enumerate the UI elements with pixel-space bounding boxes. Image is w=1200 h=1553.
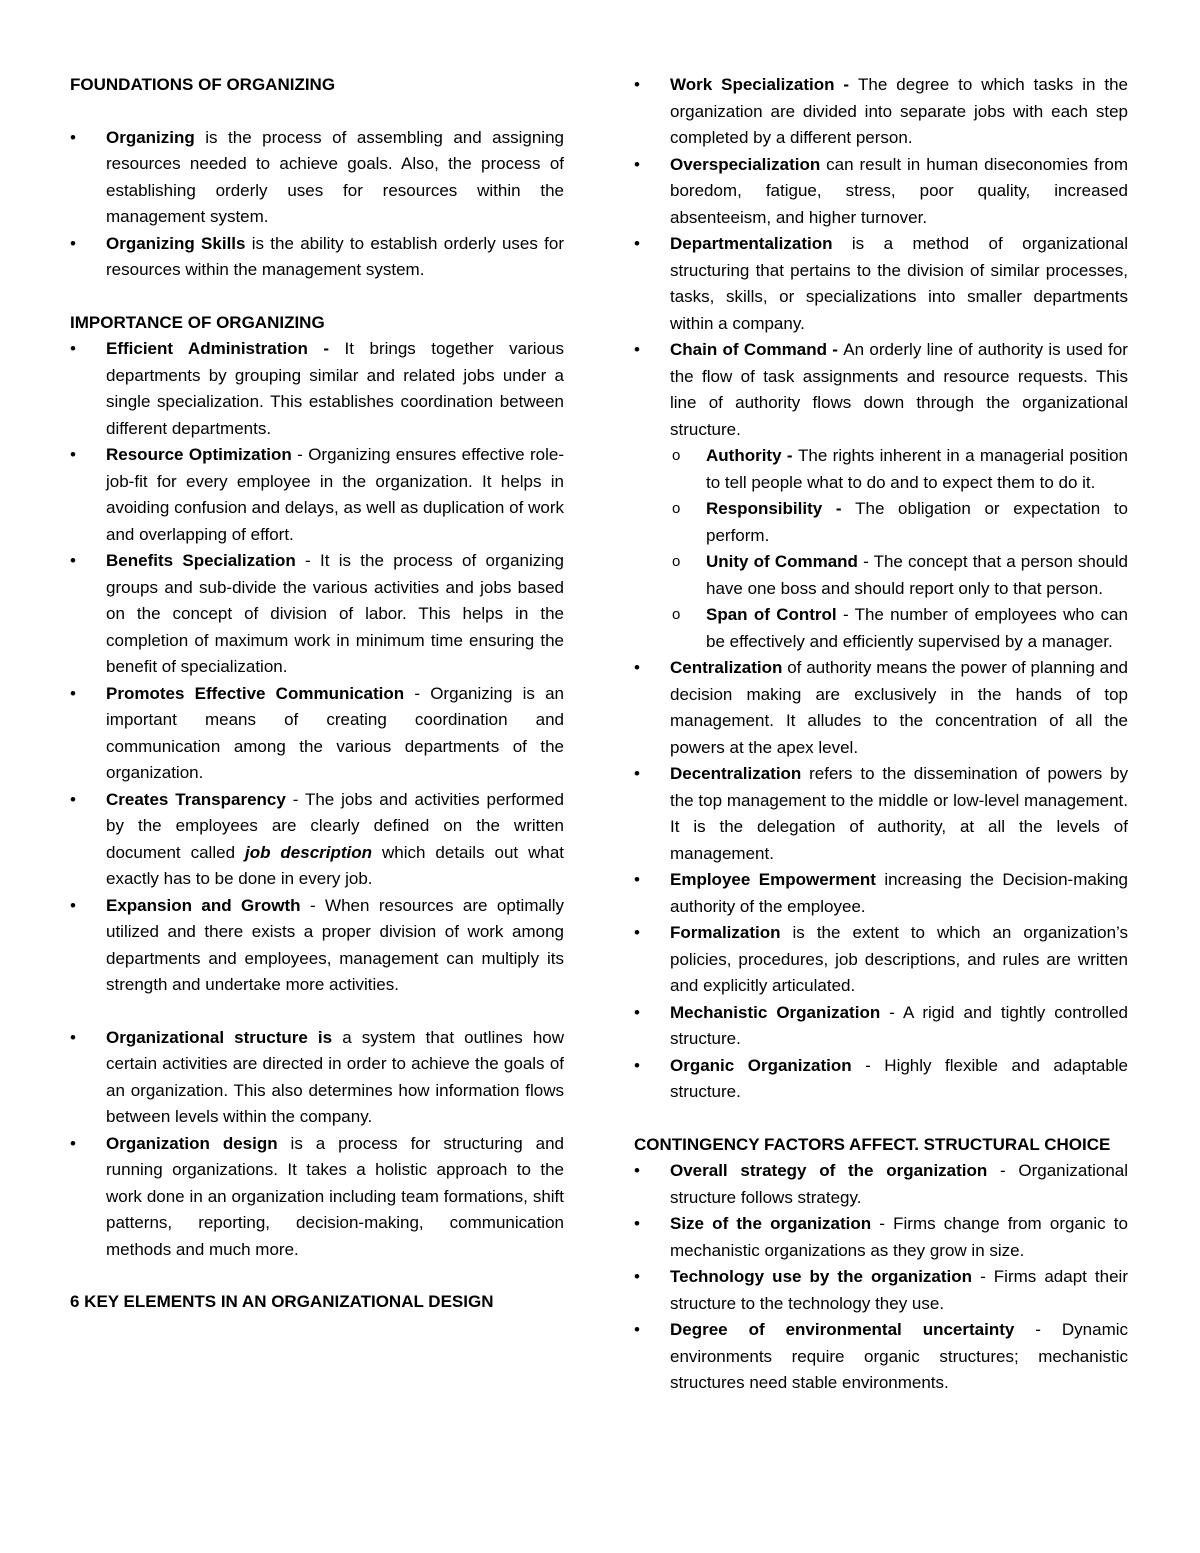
term: Overall strategy of the organization <box>670 1161 988 1180</box>
term: Chain of Command - <box>670 340 844 359</box>
definition: is the ability to establish orderly uses for resources within the management system. <box>106 233 564 279</box>
definition: of authority means the power of planning and decision making are exclusively in the hands of top management. It alludes to the concentration of all the powers at the apex level. <box>670 658 1128 757</box>
definition: - Organizing is an important means of creating coordination and communication among the various departments of the organization. <box>106 683 564 782</box>
definition: - Firms change from organic to mechanistic organizations as they grow in size. <box>670 1214 1128 1260</box>
list-item <box>634 1317 1128 1397</box>
contingency-list <box>634 1158 1128 1397</box>
definition: - Dynamic environments require organic structures; mechanistic structures need stable environments. <box>670 1320 1129 1392</box>
term: Benefits Specialization <box>106 551 296 570</box>
term: Departmentalization <box>670 234 833 253</box>
term: Responsibility - <box>706 499 856 518</box>
list-item <box>70 1131 564 1264</box>
term: Mechanistic Organization <box>670 1002 881 1022</box>
definition: The degree to which tasks in the organization are divided into separate jobs with each step completed by a different person. <box>670 75 1129 147</box>
term: Organizing Skills <box>106 233 246 253</box>
term: Span of Control <box>706 605 837 624</box>
term: Employee Empowerment <box>670 870 876 889</box>
definition: - When resources are optimally utilized and there exists a proper division of work among departments and employees, management can multiply its strength and undertake more activities. <box>106 895 565 994</box>
definition: - A rigid and tightly controlled structure. <box>670 1002 1128 1048</box>
heading-contingency: CONTINGENCY FACTORS AFFECT. STRUCTURAL CHOICE <box>634 1134 1111 1154</box>
term: Promotes Effective Communication <box>106 683 405 703</box>
sub-list-item <box>670 496 1128 549</box>
term: Decentralization <box>670 764 802 783</box>
heading-foundations: FOUNDATIONS OF ORGANIZING <box>70 75 336 94</box>
term: Authority - <box>706 446 798 465</box>
definition: increasing the Decision-making authority of the employee. <box>670 870 1128 916</box>
definition: - The concept that a person should have one boss and should report only to that person. <box>706 552 1129 598</box>
term: Technology use by the organization <box>670 1267 973 1286</box>
list-item <box>70 231 564 284</box>
list-item <box>70 893 564 999</box>
list-item <box>634 1158 1128 1211</box>
definition: An orderly line of authority is used for the flow of task assignments and resource requests. This line of authority flows down through the organizational structure. <box>670 340 1128 439</box>
list-item <box>70 681 564 787</box>
elements-list <box>634 72 1128 1106</box>
heading-importance: IMPORTANCE OF ORGANIZING <box>70 312 325 332</box>
definition: - Highly flexible and adaptable structure. <box>670 1055 1129 1101</box>
heading-key-elements: 6 KEY ELEMENTS IN AN ORGANIZATIONAL DESIGN <box>70 1292 494 1311</box>
term: Expansion and Growth <box>106 895 301 915</box>
foundations-list <box>70 125 564 284</box>
list-item <box>634 920 1128 1000</box>
term: Creates Transparency <box>106 789 286 809</box>
list-item <box>634 1211 1128 1264</box>
list-item <box>634 867 1128 920</box>
term: Unity of Command <box>706 552 858 571</box>
list-item <box>634 761 1128 867</box>
list-item <box>70 125 564 231</box>
term: Organizing <box>106 127 195 147</box>
list-item <box>634 231 1128 337</box>
definition: can result in human diseconomies from boredom, fatigue, stress, poor quality, increased absenteeism, and higher turnover. <box>670 154 1128 227</box>
definition: - It is the process of organizing groups and sub-divide the various activities and jobs based on the concept of division of labor. This helps in the completion of maximum work in minimum time ensuring the benefit of specialization. <box>106 551 564 676</box>
term: Resource Optimization <box>106 445 292 464</box>
sub-list-item <box>670 549 1128 602</box>
list-item <box>70 1025 564 1131</box>
term: Organic Organization <box>670 1055 852 1075</box>
list-item <box>634 152 1128 232</box>
definition: is a process for structuring and running organizations. It takes a holistic approach to the work done in an organization including team formations, shift patterns, reporting, decision-making, communication methods and much more. <box>106 1133 564 1259</box>
list-item <box>634 1053 1128 1106</box>
term: Degree of environmental uncertainty <box>670 1320 1015 1339</box>
term: Formalization <box>670 923 781 942</box>
definition: - Organizational structure follows strategy. <box>670 1161 1129 1207</box>
term: Work Specialization - <box>670 75 859 94</box>
definition: - The number of employees who can be effectively and efficiently supervised by a manager. <box>706 605 1128 651</box>
definition: a system that outlines how certain activities are directed in order to achieve the goals of an organization. This also determines how information flows between levels within the company. <box>106 1027 565 1126</box>
definition: - Organizing ensures effective role-job-fit for every employee in the organization. It helps in avoiding confusion and delays, as well as duplication of work and overlapping of effort. <box>106 445 565 544</box>
sub-list-item <box>670 602 1128 655</box>
definition: The obligation or expectation to perform. <box>706 499 1128 545</box>
right-column <box>634 72 1128 1397</box>
list-item <box>70 442 564 548</box>
chain-of-command-sublist <box>670 443 1128 655</box>
term: Efficient Administration - <box>106 339 345 358</box>
term: Size of the organization <box>670 1214 872 1233</box>
emphasized-term: job description <box>244 842 373 862</box>
definition: is the process of assembling and assigning resources needed to achieve goals. Also, the process of establishing orderly uses for resources within the management system. <box>106 127 564 226</box>
sub-list-item <box>670 443 1128 496</box>
definition: which details out what exactly has to be done in every job. <box>106 842 565 888</box>
term: Centralization <box>670 658 783 677</box>
definition: It brings together various departments by grouping similar and related jobs under a single specialization. This establishes coordination between different departments. <box>106 339 564 438</box>
importance-list <box>70 336 564 999</box>
definition: The rights inherent in a managerial position to tell people what to do and to expect them to do it. <box>706 446 1128 492</box>
term: Overspecialization <box>670 154 821 174</box>
definition: - Firms adapt their structure to the technology they use. <box>670 1267 1128 1313</box>
list-item <box>634 1264 1128 1317</box>
list-item <box>634 72 1128 152</box>
list-item <box>70 548 564 681</box>
list-item <box>634 655 1128 761</box>
structure-list <box>70 1025 564 1264</box>
list-item <box>634 337 1128 655</box>
definition: is the extent to which an organization’s policies, procedures, job descriptions, and rules are written and explicitly articulated. <box>670 923 1128 995</box>
list-item <box>634 1000 1128 1053</box>
list-item <box>70 336 564 442</box>
term: Organizational structure is <box>106 1027 333 1047</box>
term: Organization design <box>106 1133 278 1153</box>
definition: - The jobs and activities performed by the employees are clearly defined on the written document called <box>106 789 565 862</box>
definition: refers to the dissemination of powers by the top management to the middle or low-level management. It is the delegation of authority, at all the levels of management. <box>670 764 1128 863</box>
list-item <box>70 787 564 893</box>
definition: is a method of organizational structuring that pertains to the division of similar processes, tasks, skills, or specializations into smaller departments within a company. <box>670 234 1128 333</box>
left-column <box>70 72 564 1316</box>
